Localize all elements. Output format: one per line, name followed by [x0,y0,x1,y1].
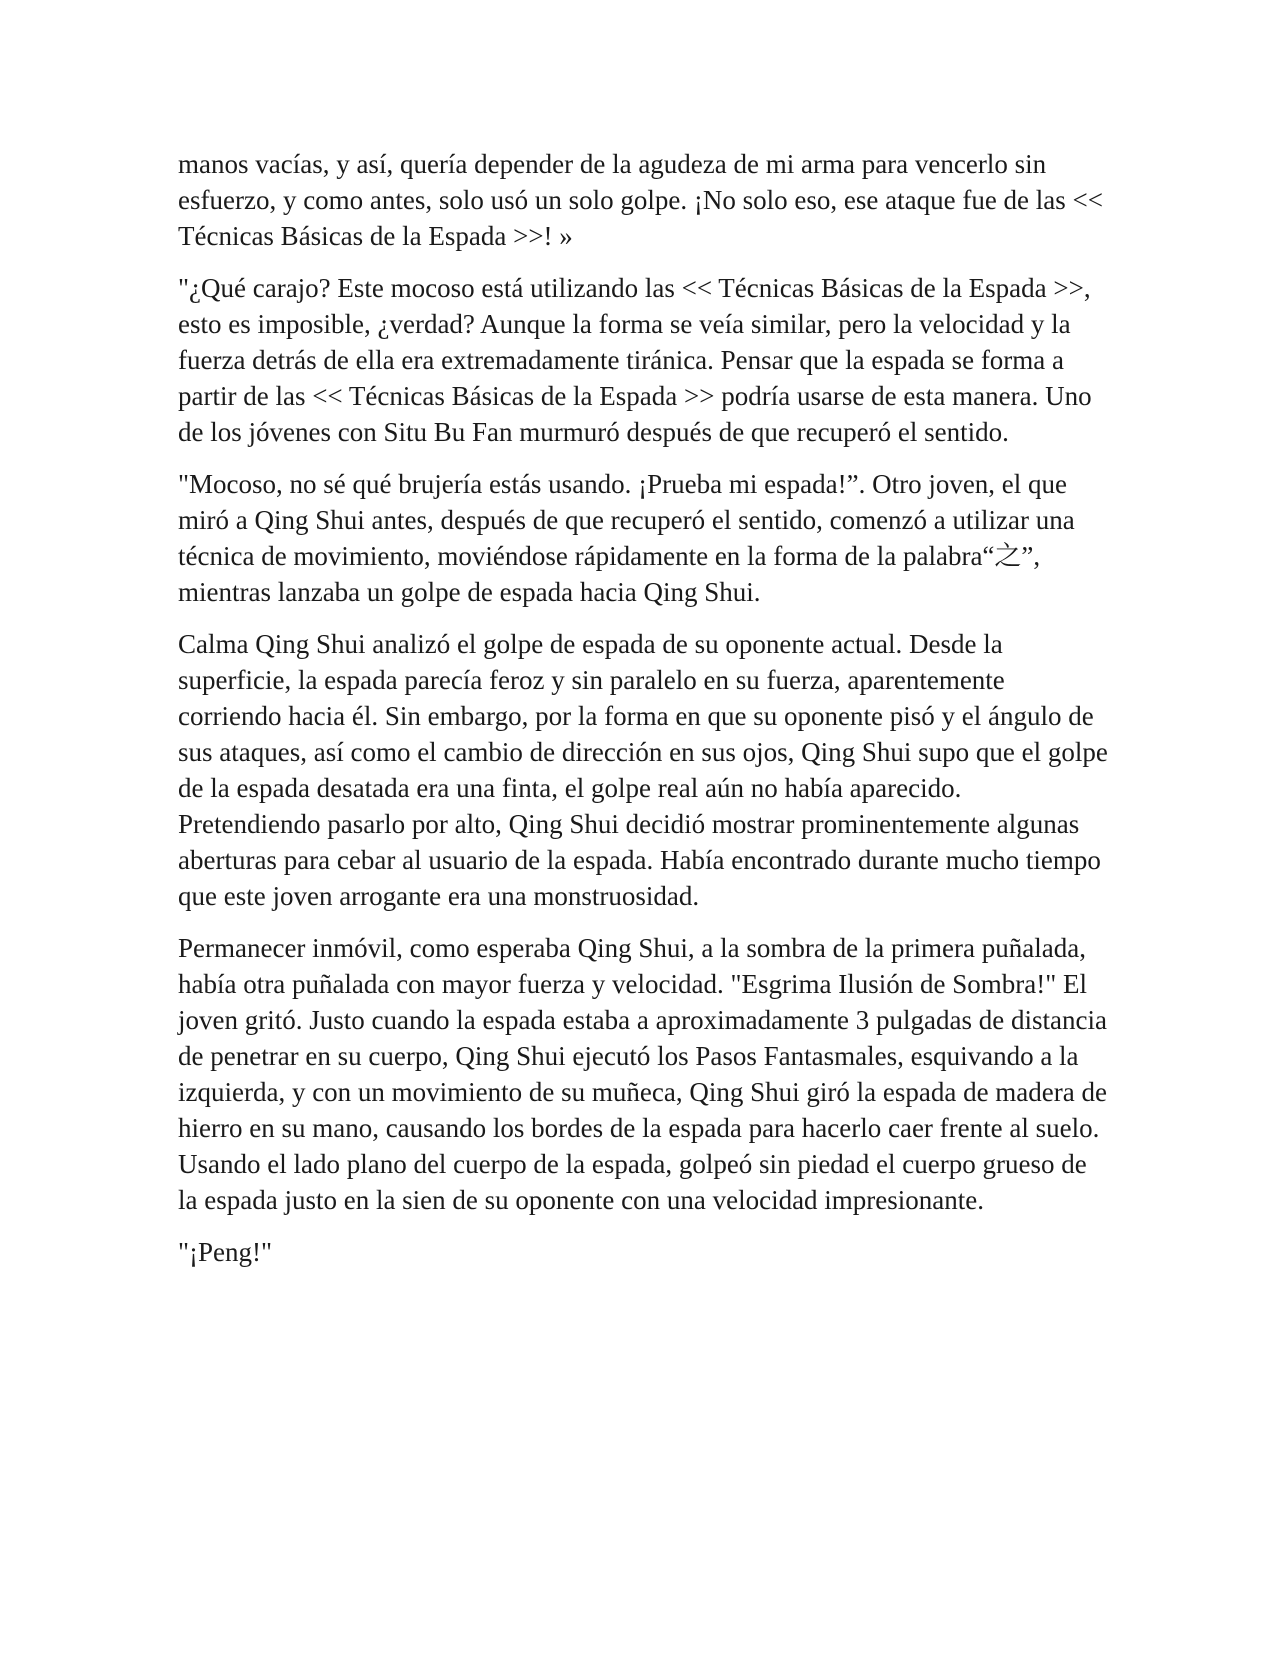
paragraph: Permanecer inmóvil, como esperaba Qing Shui, a la sombra de la primera puñalada, había otra puñalada con mayor fuerza y velocidad. "Esgrima Ilusión de Sombra!" El joven gritó. Justo cuando la espada estaba a aproximadamente 3 pulgadas de distancia de penetrar en su cuerpo, Qing Shui ejecutó los Pasos Fantasmales, esquivando a la izquierda, y con un movimiento de su muñeca, Qing Shui giró la espada de madera de hierro en su mano, causando los bordes de la espada para hacerlo caer frente al suelo. Usando el lado plano del cuerpo de la espada, golpeó sin piedad el cuerpo grueso de la espada justo en la sien de su oponente con una velocidad impresionante. [178,933,1107,1215]
paragraph: "¡Peng!" [178,1237,273,1267]
paragraph: Calma Qing Shui analizó el golpe de espada de su oponente actual. Desde la superficie, la espada parecía feroz y sin paralelo en su fuerza, aparentemente corriendo hacia él. Sin embargo, por la forma en que su oponente pisó y el ángulo de sus ataques, así como el cambio de dirección en sus ojos, Qing Shui supo que el golpe de la espada desatada era una finta, el golpe real aún no había aparecido. Pretendiendo pasarlo por alto, Qing Shui decidió mostrar prominentemente algunas aberturas para cebar al usuario de la espada. Había encontrado durante mucho tiempo que este joven arrogante era una monstruosidad. [178,629,1108,911]
paragraph: "¿Qué carajo? Este mocoso está utilizando las << Técnicas Básicas de la Espada >>, esto es imposible, ¿verdad? Aunque la forma se veía similar, pero la velocidad y la fuerza detrás de ella era extremadamente tiránica. Pensar que la espada se forma a partir de las << Técnicas Básicas de la Espada >> podría usarse de esta manera. Uno de los jóvenes con Situ Bu Fan murmuró después de que recuperó el sentido. [178,273,1092,447]
paragraph: manos vacías, y así, quería depender de la agudeza de mi arma para vencerlo sin esfuerzo, y como antes, solo usó un solo golpe. ¡No solo eso, ese ataque fue de las << Técnicas Básicas de la Espada >>! » [178,149,1103,251]
paragraph: "Mocoso, no sé qué brujería estás usando. ¡Prueba mi espada!”. Otro joven, el que miró a Qing Shui antes, después de que recuperó el sentido, comenzó a utilizar una técnica de movimiento, moviéndose rápidamente en la forma de la palabra“之”, mientras lanzaba un golpe de espada hacia Qing Shui. [178,469,1075,607]
body-text [178,146,1108,1286]
